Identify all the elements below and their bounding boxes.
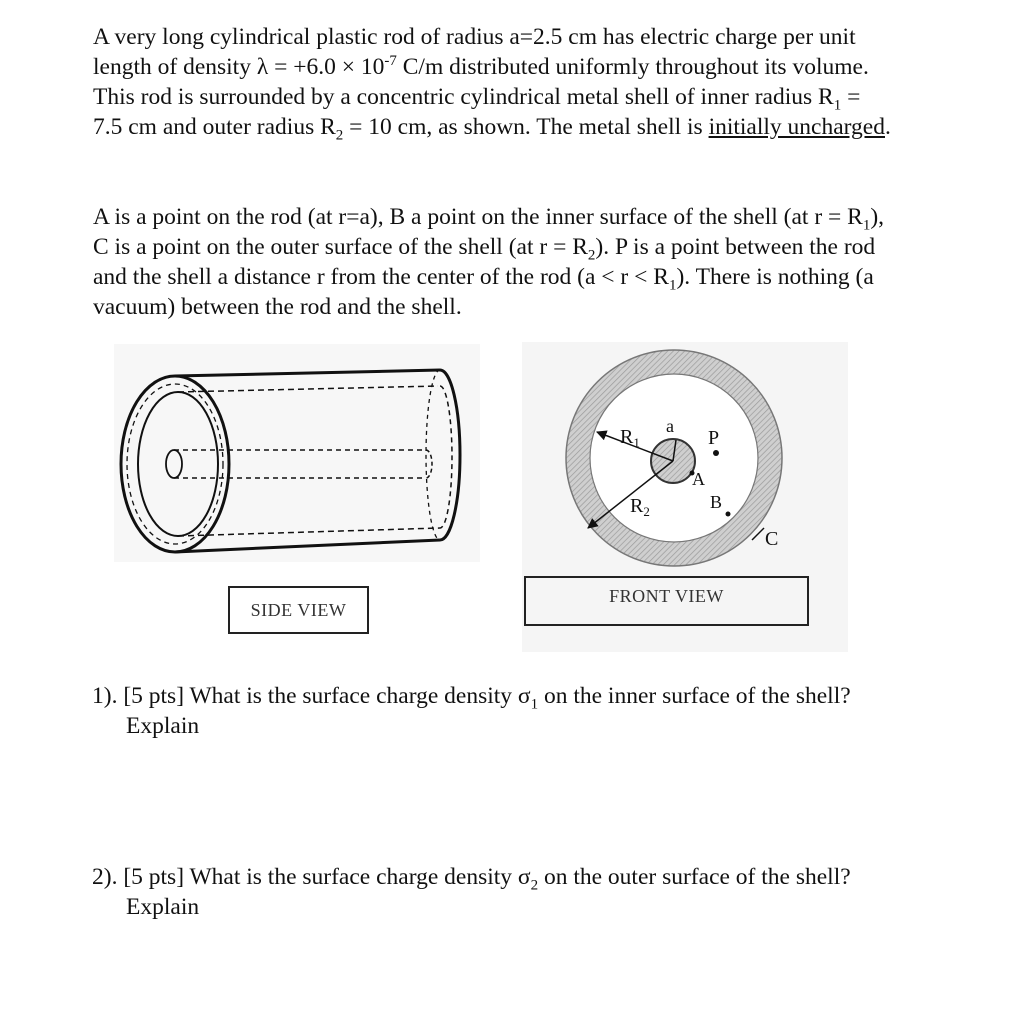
label-B: B bbox=[710, 492, 723, 512]
sigma-symbol: σ bbox=[517, 864, 531, 890]
underlined-text: initially uncharged bbox=[708, 114, 885, 140]
text: = +6.0 × 10 bbox=[268, 54, 385, 80]
subscript: 1 bbox=[530, 696, 539, 713]
sigma-symbol: σ bbox=[517, 683, 531, 709]
label-C: C bbox=[765, 528, 779, 550]
subscript: 1 bbox=[862, 217, 871, 234]
text: = 7.5 cm and outer radius R bbox=[93, 84, 861, 140]
text: ). There is nothing (a vacuum) between the rod and the shell. bbox=[93, 264, 874, 320]
label-a: a bbox=[666, 416, 674, 436]
front-view-drawing bbox=[566, 350, 782, 566]
lambda-symbol: λ bbox=[256, 54, 269, 80]
point-B-dot bbox=[726, 512, 731, 517]
text: on the inner surface of the shell? Explain bbox=[126, 683, 851, 739]
question-2 bbox=[92, 862, 912, 922]
text: C/m distributed uniformly throughout its volume. This rod is surrounded by a concentric cylindrical metal shell of inner radius R bbox=[93, 54, 869, 110]
subscript: 2 bbox=[530, 877, 539, 894]
exponent: -7 bbox=[384, 53, 397, 70]
front-view-label: FRONT VIEW bbox=[524, 576, 809, 626]
text: 1). [5 pts] What is the surface charge density bbox=[92, 683, 518, 709]
text: . bbox=[885, 114, 891, 140]
text: A very long cylindrical plastic rod of radius a=2.5 cm has electric charge per unit length of density bbox=[93, 24, 856, 80]
label-R2: $R_2$ bbox=[630, 495, 650, 519]
text: A is a point on the rod (at r=a), B a point on the inner surface of the shell (at r = R bbox=[93, 204, 863, 230]
label-A: A bbox=[692, 469, 705, 489]
label-P: P bbox=[708, 427, 720, 449]
question-1 bbox=[92, 681, 912, 741]
side-view-label: SIDE VIEW bbox=[228, 586, 369, 634]
text: = 10 cm, as shown. The metal shell is bbox=[343, 114, 709, 140]
subscript: 1 bbox=[668, 277, 677, 294]
text: ), C is a point on the outer surface of the shell (at r = R bbox=[93, 204, 885, 260]
subscript: 1 bbox=[833, 97, 842, 114]
text: 2). [5 pts] What is the surface charge density bbox=[92, 864, 518, 890]
label-R1: $R_1$ bbox=[620, 426, 640, 450]
point-P-dot bbox=[713, 450, 719, 456]
subscript: 2 bbox=[587, 247, 596, 264]
subscript: 2 bbox=[335, 127, 344, 144]
text: ). P is a point between the rod and the shell a distance r from the center of the rod (a < r < R bbox=[93, 234, 876, 290]
text: on the outer surface of the shell? Explain bbox=[126, 864, 851, 920]
